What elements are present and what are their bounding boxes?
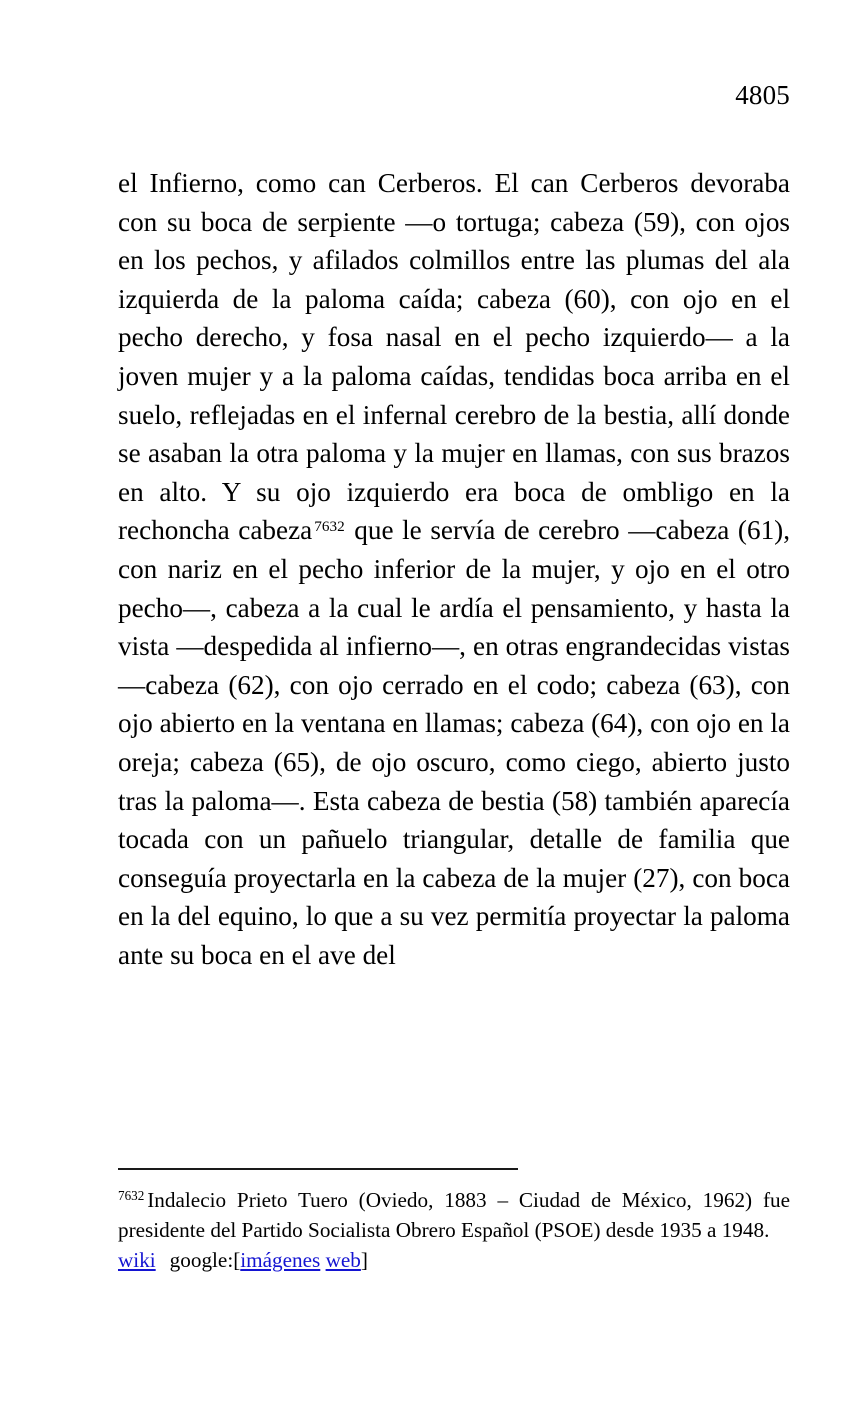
- footnote-paragraph: [118, 1186, 790, 1246]
- footnote-body: [118, 1186, 790, 1246]
- google-web-link[interactable]: web: [325, 1247, 361, 1272]
- footnote-number: 7632: [118, 1188, 145, 1204]
- wiki-link[interactable]: wiki: [118, 1247, 156, 1272]
- page-number: 4805: [735, 80, 790, 110]
- body-paragraph: [118, 164, 790, 974]
- links-closing-bracket: ]: [360, 1247, 368, 1272]
- footnote-text-content: Indalecio Prieto Tuero (Oviedo, 1883 – Ciudad de México, 1962) fue presidente del Partido Socialista Obrero Español (PSOE) desde 1935 a 1948.: [118, 1188, 790, 1242]
- footnote-area: [118, 1168, 790, 1275]
- body-paragraph-part-1: el Infierno, como can Cerberos. El can Cerberos devoraba con su boca de serpiente —o tortuga; cabeza (59), con ojos en los pechos, y afilados colmillos entre las plumas del ala izquierda de la paloma caída; cabeza (60), con ojo en el pecho derecho, y fosa nasal en el pecho izquierdo— a la joven mujer y a la paloma caídas, tendidas boca arriba en el suelo, reflejadas en el infernal cerebro de la bestia, allí donde se asaban la otra paloma y la mujer en llamas, con sus brazos en alto. Y su ojo izquierdo era boca de ombligo en la rechoncha cabeza: [118, 168, 790, 546]
- body-paragraph-part-2: que le servía de cerebro —cabeza (61), con nariz en el pecho inferior de la mujer, y ojo en el otro pecho—, cabeza a la cual le ardía el pensamiento, y hasta la vista —despedida al infierno—, en otras engrandecidas vistas —cabeza (62), con ojo cerrado en el codo; cabeza (63), con ojo abierto en la ventana en llamas; cabeza (64), con ojo en la oreja; cabeza (65), de ojo oscuro, como ciego, abierto justo tras la paloma—. Esta cabeza de bestia (58) también aparecía tocada con un pañuelo triangular, detalle de familia que conseguía proyectarla en la cabeza de la mujer (27), con boca en la del equino, lo que a su vez permitía proyectar la paloma ante su boca en el ave del: [118, 515, 791, 970]
- footnote-links-line: [118, 1246, 790, 1276]
- body-text-block: [118, 164, 790, 974]
- google-label: google:[: [169, 1247, 241, 1272]
- footnote-separator-rule: [118, 1168, 518, 1170]
- footnote-reference-marker[interactable]: 7632: [314, 518, 345, 536]
- google-imagenes-link[interactable]: imágenes: [240, 1247, 321, 1272]
